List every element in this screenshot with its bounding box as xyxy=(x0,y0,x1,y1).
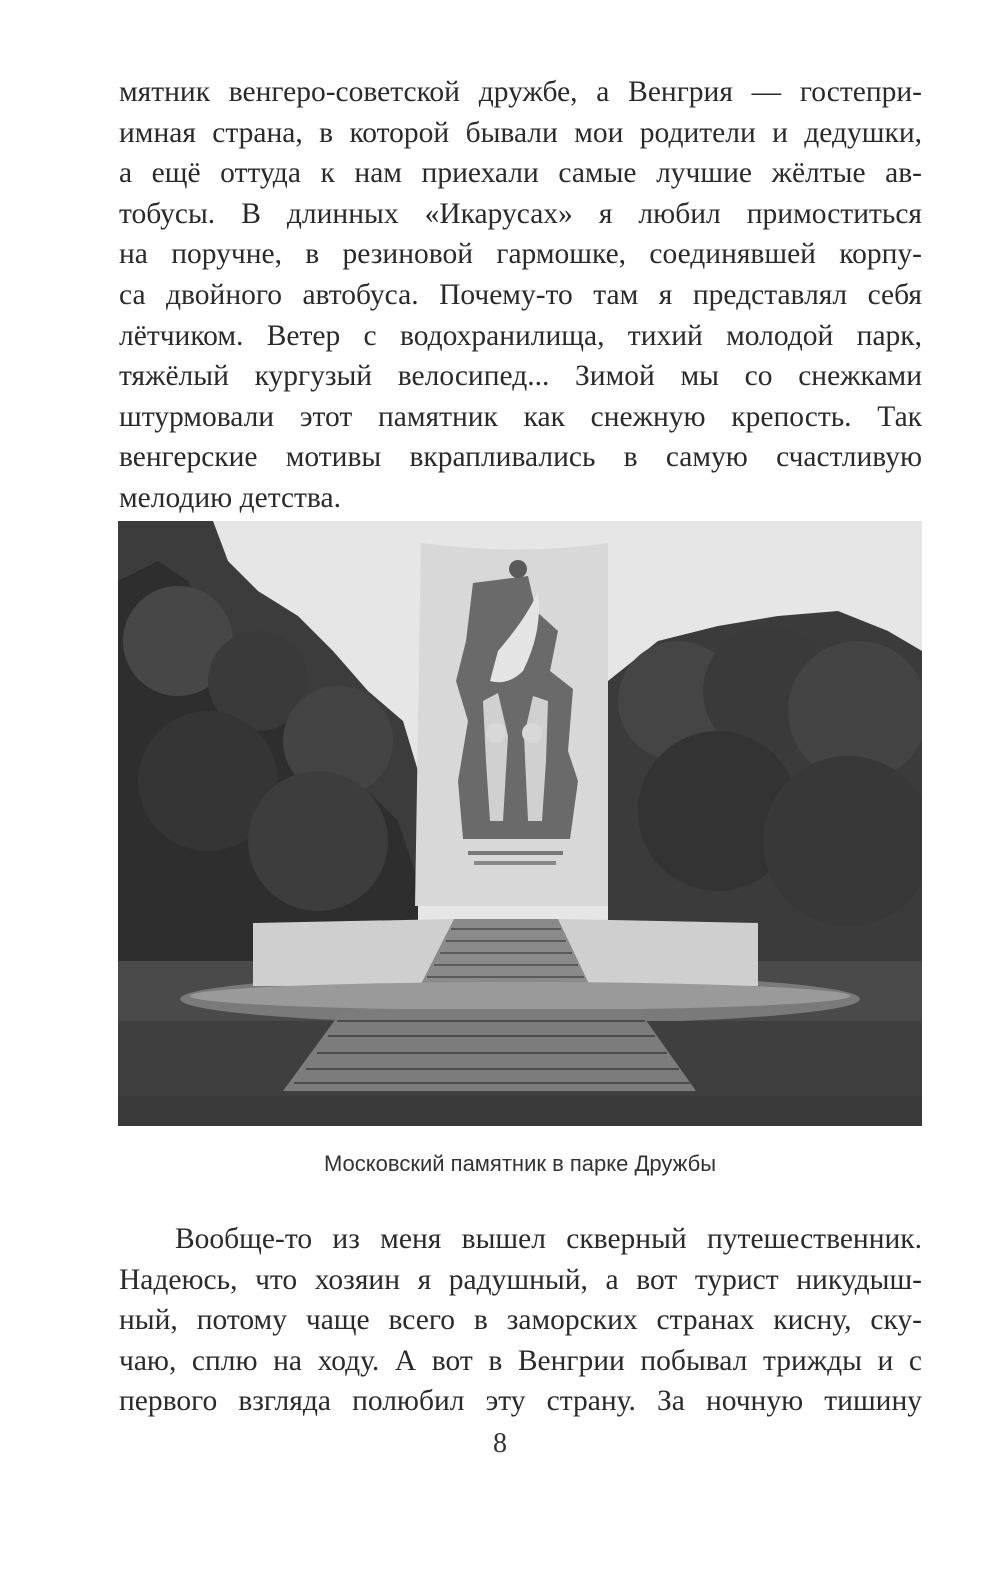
text-line: чаю, сплю на ходу. А вот в Венгрии побывал трижды и с xyxy=(119,1344,922,1377)
paragraph-bottom xyxy=(119,1219,922,1422)
text-line: имная страна, в которой бывали мои родители и дедушки, xyxy=(119,116,922,149)
text-line: са двойного автобуса. Почему-то там я представлял себя xyxy=(119,278,922,311)
text-line: тяжёлый кургузый велосипед... Зимой мы со снежками xyxy=(119,360,922,393)
text-line: на поручне, в резиновой гармошке, соединявшей корпу- xyxy=(119,238,922,271)
text-line: а ещё оттуда к нам приехали самые лучшие жёлтые ав- xyxy=(119,157,922,190)
monument-photo xyxy=(118,521,922,1126)
page-number: 8 xyxy=(493,1428,507,1459)
figure-caption: Московский памятник в парке Дружбы xyxy=(323,1151,717,1176)
text-line: венгерские мотивы вкрапливались в самую счастливую xyxy=(119,441,922,474)
text-line: Вообще-то из меня вышел скверный путешественник. xyxy=(175,1223,922,1255)
text-line: ный, потому чаще всего в заморских странах кисну, ску- xyxy=(119,1304,922,1337)
photo-illustration xyxy=(118,521,922,1126)
text-line: первого взгляда полюбил эту страну. За ночную тишину xyxy=(119,1385,922,1418)
text-line: мелодию детства. xyxy=(119,481,341,514)
paragraph-top xyxy=(119,72,922,519)
text-line: лётчиком. Ветер с водохранилища, тихий молодой парк, xyxy=(119,319,922,352)
text-line: мятник венгеро-советской дружбе, а Венгрия — гостепри- xyxy=(119,76,922,108)
text-line: штурмовали этот памятник как снежную крепость. Так xyxy=(119,400,922,433)
text-line: тобусы. В длинных «Икарусах» я любил примоститься xyxy=(119,197,922,230)
text-line: Надеюсь, что хозяин я радушный, а вот турист никудыш- xyxy=(119,1263,922,1296)
